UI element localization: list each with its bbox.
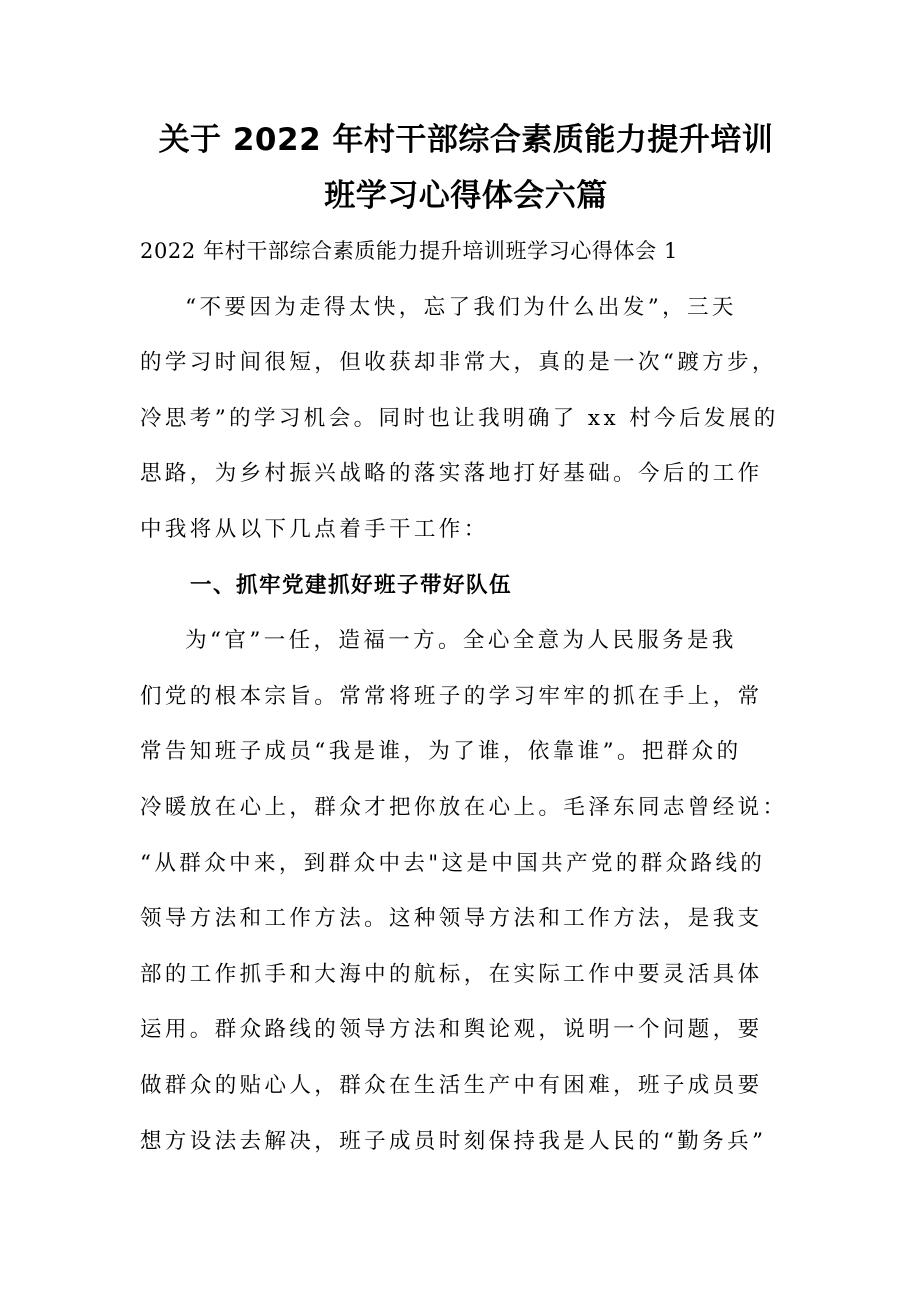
paragraph-line: 常告知班子成员“我是谁，为了谁，依靠谁”。把群众的 bbox=[140, 739, 742, 765]
paragraph-line: 做群众的贴心人，群众在生活生产中有困难，班子成员要 bbox=[140, 1072, 763, 1098]
section-heading: 一、抓牢党建抓好班子带好队伍 bbox=[190, 572, 513, 598]
paragraph-line: 冷思考”的学习机会。同时也让我明确了 xx 村今后发展的 bbox=[140, 405, 779, 431]
document-title bbox=[140, 112, 792, 224]
paragraph-2 bbox=[140, 613, 792, 1169]
article-subtitle: 2022 年村干部综合素质能力提升培训班学习心得体会 1 bbox=[140, 239, 678, 263]
document-page bbox=[140, 112, 792, 1169]
paragraph-line: 思路，为乡村振兴战略的落实落地打好基础。今后的工作 bbox=[140, 461, 763, 487]
paragraph-line: “从群众中来，到群众中去"这是中国共产党的群众路线的 bbox=[140, 850, 766, 876]
paragraph-1 bbox=[140, 280, 792, 558]
paragraph-line: 部的工作抓手和大海中的航标，在实际工作中要灵活具体 bbox=[140, 961, 763, 987]
paragraph-line: 领导方法和工作方法。这种领导方法和工作方法，是我支 bbox=[140, 906, 763, 932]
paragraph-line: 为“官”一任，造福一方。全心全意为人民服务是我 bbox=[185, 628, 737, 654]
paragraph-line: 的学习时间很短，但收获却非常大，真的是一次“踱方步， bbox=[140, 350, 777, 376]
title-line-1: 关于 2022 年村干部综合素质能力提升培训 bbox=[158, 122, 774, 158]
paragraph-line: 运用。群众路线的领导方法和舆论观，说明一个问题，要 bbox=[140, 1017, 763, 1043]
paragraph-line: 想方设法去解决，班子成员时刻保持我是人民的“勤务兵” bbox=[140, 1128, 767, 1154]
paragraph-line: 冷暖放在心上，群众才把你放在心上。毛泽东同志曾经说： bbox=[140, 794, 788, 820]
title-line-2: 班学习心得体会六篇 bbox=[324, 178, 608, 214]
paragraph-line: 中我将从以下几点着手干工作： bbox=[140, 516, 489, 542]
paragraph-line: 们党的根本宗旨。常常将班子的学习牢牢的抓在手上，常 bbox=[140, 683, 763, 709]
paragraph-line: “不要因为走得太快，忘了我们为什么出发”，三天 bbox=[185, 294, 737, 320]
